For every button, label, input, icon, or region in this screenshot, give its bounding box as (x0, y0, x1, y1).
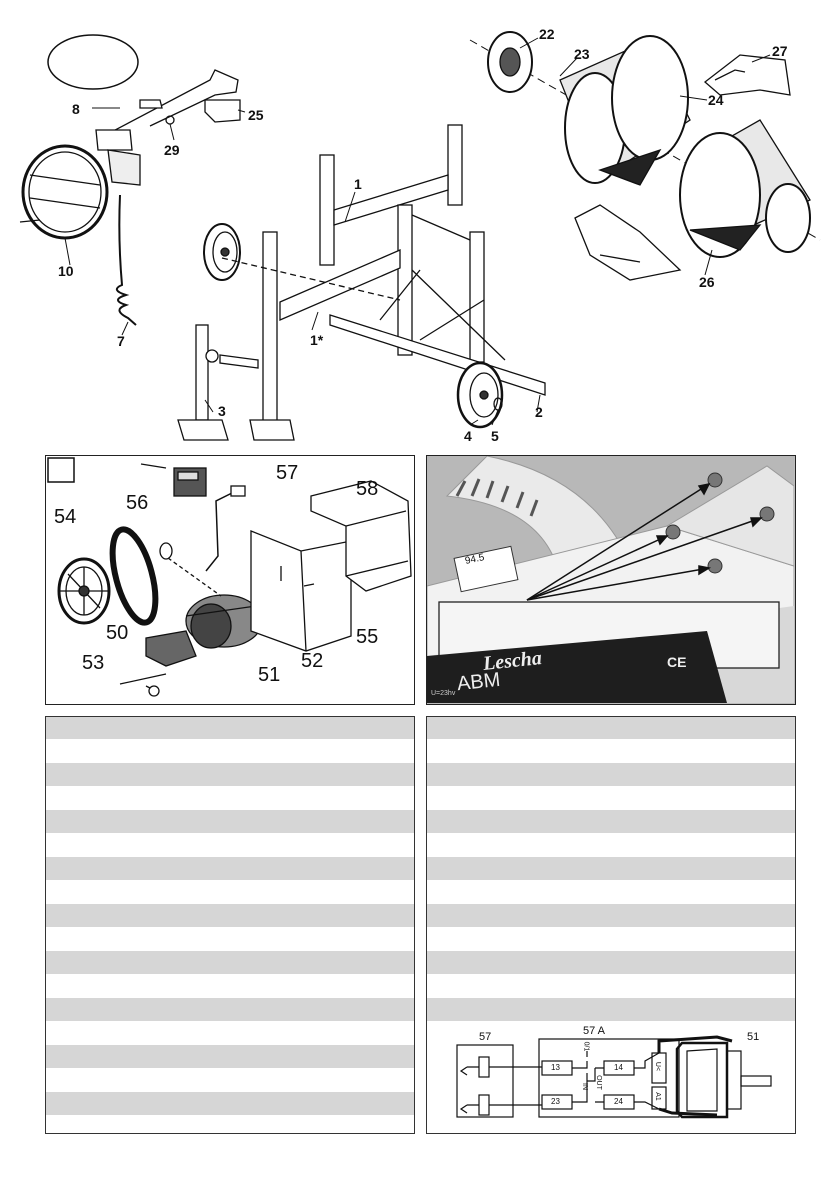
table-row (46, 904, 414, 928)
table-row (46, 1115, 414, 1134)
table-row (427, 974, 795, 998)
callout-22: 22 (539, 26, 555, 42)
motor-exploded-panel (45, 455, 415, 705)
table-row (46, 833, 414, 857)
table-row (46, 1045, 414, 1069)
table-row (46, 1021, 414, 1045)
table-row (46, 717, 414, 739)
table-row (427, 739, 795, 763)
table-row (427, 880, 795, 904)
wiring-label-57a: 57 A (583, 1025, 606, 1037)
callout-54: 54 (54, 506, 77, 528)
wiring-label-57: 57 (479, 1031, 492, 1043)
table-row (46, 786, 414, 810)
callout-7: 7 (117, 333, 125, 349)
table-row (46, 974, 414, 998)
plate-value: 94.5 (464, 552, 486, 567)
wiring-label-51: 51 (747, 1031, 760, 1043)
wiring-diagram (427, 1021, 796, 1134)
table-row (427, 833, 795, 857)
table-row (427, 951, 795, 975)
callout-23: 23 (574, 46, 590, 62)
table-row (46, 1068, 414, 1092)
parts-table-left (45, 716, 415, 1134)
model-text: ABM (455, 668, 502, 696)
callout-5: 5 (491, 428, 499, 444)
callout-52: 52 (301, 650, 324, 672)
callout-1-star: 1* (310, 332, 324, 348)
table-row (46, 951, 414, 975)
brand-logo-text: Lescha (481, 646, 543, 676)
callout-56: 56 (126, 492, 149, 514)
callout-24: 24 (708, 92, 724, 108)
table-row (46, 998, 414, 1022)
exploded-diagram (0, 0, 840, 450)
callout-55: 55 (356, 626, 379, 648)
callout-29: 29 (164, 142, 180, 158)
undervoltage-label: U< (654, 1061, 662, 1072)
in-label: IN (581, 1083, 588, 1090)
callout-1: 1 (354, 176, 362, 192)
table-row (46, 927, 414, 951)
table-row (46, 763, 414, 787)
callout-3: 3 (218, 403, 226, 419)
callout-51: 51 (258, 664, 281, 686)
callout-26: 26 (699, 274, 715, 290)
callout-27: 27 (772, 43, 788, 59)
table-row (427, 857, 795, 881)
callout-58: 58 (356, 478, 379, 500)
table-row (427, 786, 795, 810)
a1-label: A1 (653, 1092, 661, 1101)
callout-2: 2 (535, 404, 543, 420)
table-row (427, 904, 795, 928)
table-row (427, 763, 795, 787)
table-row (46, 810, 414, 834)
parts-table-right (426, 716, 796, 1134)
exploded-diagram-drawing (0, 0, 840, 450)
callout-4: 4 (464, 428, 472, 444)
table-row (427, 998, 795, 1022)
callout-57: 57 (276, 462, 299, 484)
callout-50: 50 (106, 622, 129, 644)
callout-53: 53 (82, 652, 105, 674)
photo-drawing (427, 456, 794, 703)
terminal-23: 23 (551, 1097, 560, 1106)
out-label: OUT (594, 1075, 602, 1090)
ce-mark: CE (667, 654, 687, 670)
blank-ellipse (48, 35, 138, 89)
table-row (46, 739, 414, 763)
switch-state-label: 0/1 (582, 1041, 590, 1052)
terminal-24: 24 (614, 1097, 623, 1106)
callout-8: 8 (72, 101, 80, 117)
table-row (46, 1092, 414, 1116)
table-row (46, 880, 414, 904)
callout-25: 25 (248, 107, 264, 123)
photo-panel (426, 455, 796, 705)
table-row (427, 810, 795, 834)
table-row (427, 717, 795, 739)
terminal-14: 14 (614, 1063, 623, 1072)
voltage-text: U=23hv (431, 690, 456, 697)
callout-10: 10 (58, 263, 74, 279)
table-row (46, 857, 414, 881)
table-row (427, 927, 795, 951)
terminal-13: 13 (551, 1063, 560, 1072)
